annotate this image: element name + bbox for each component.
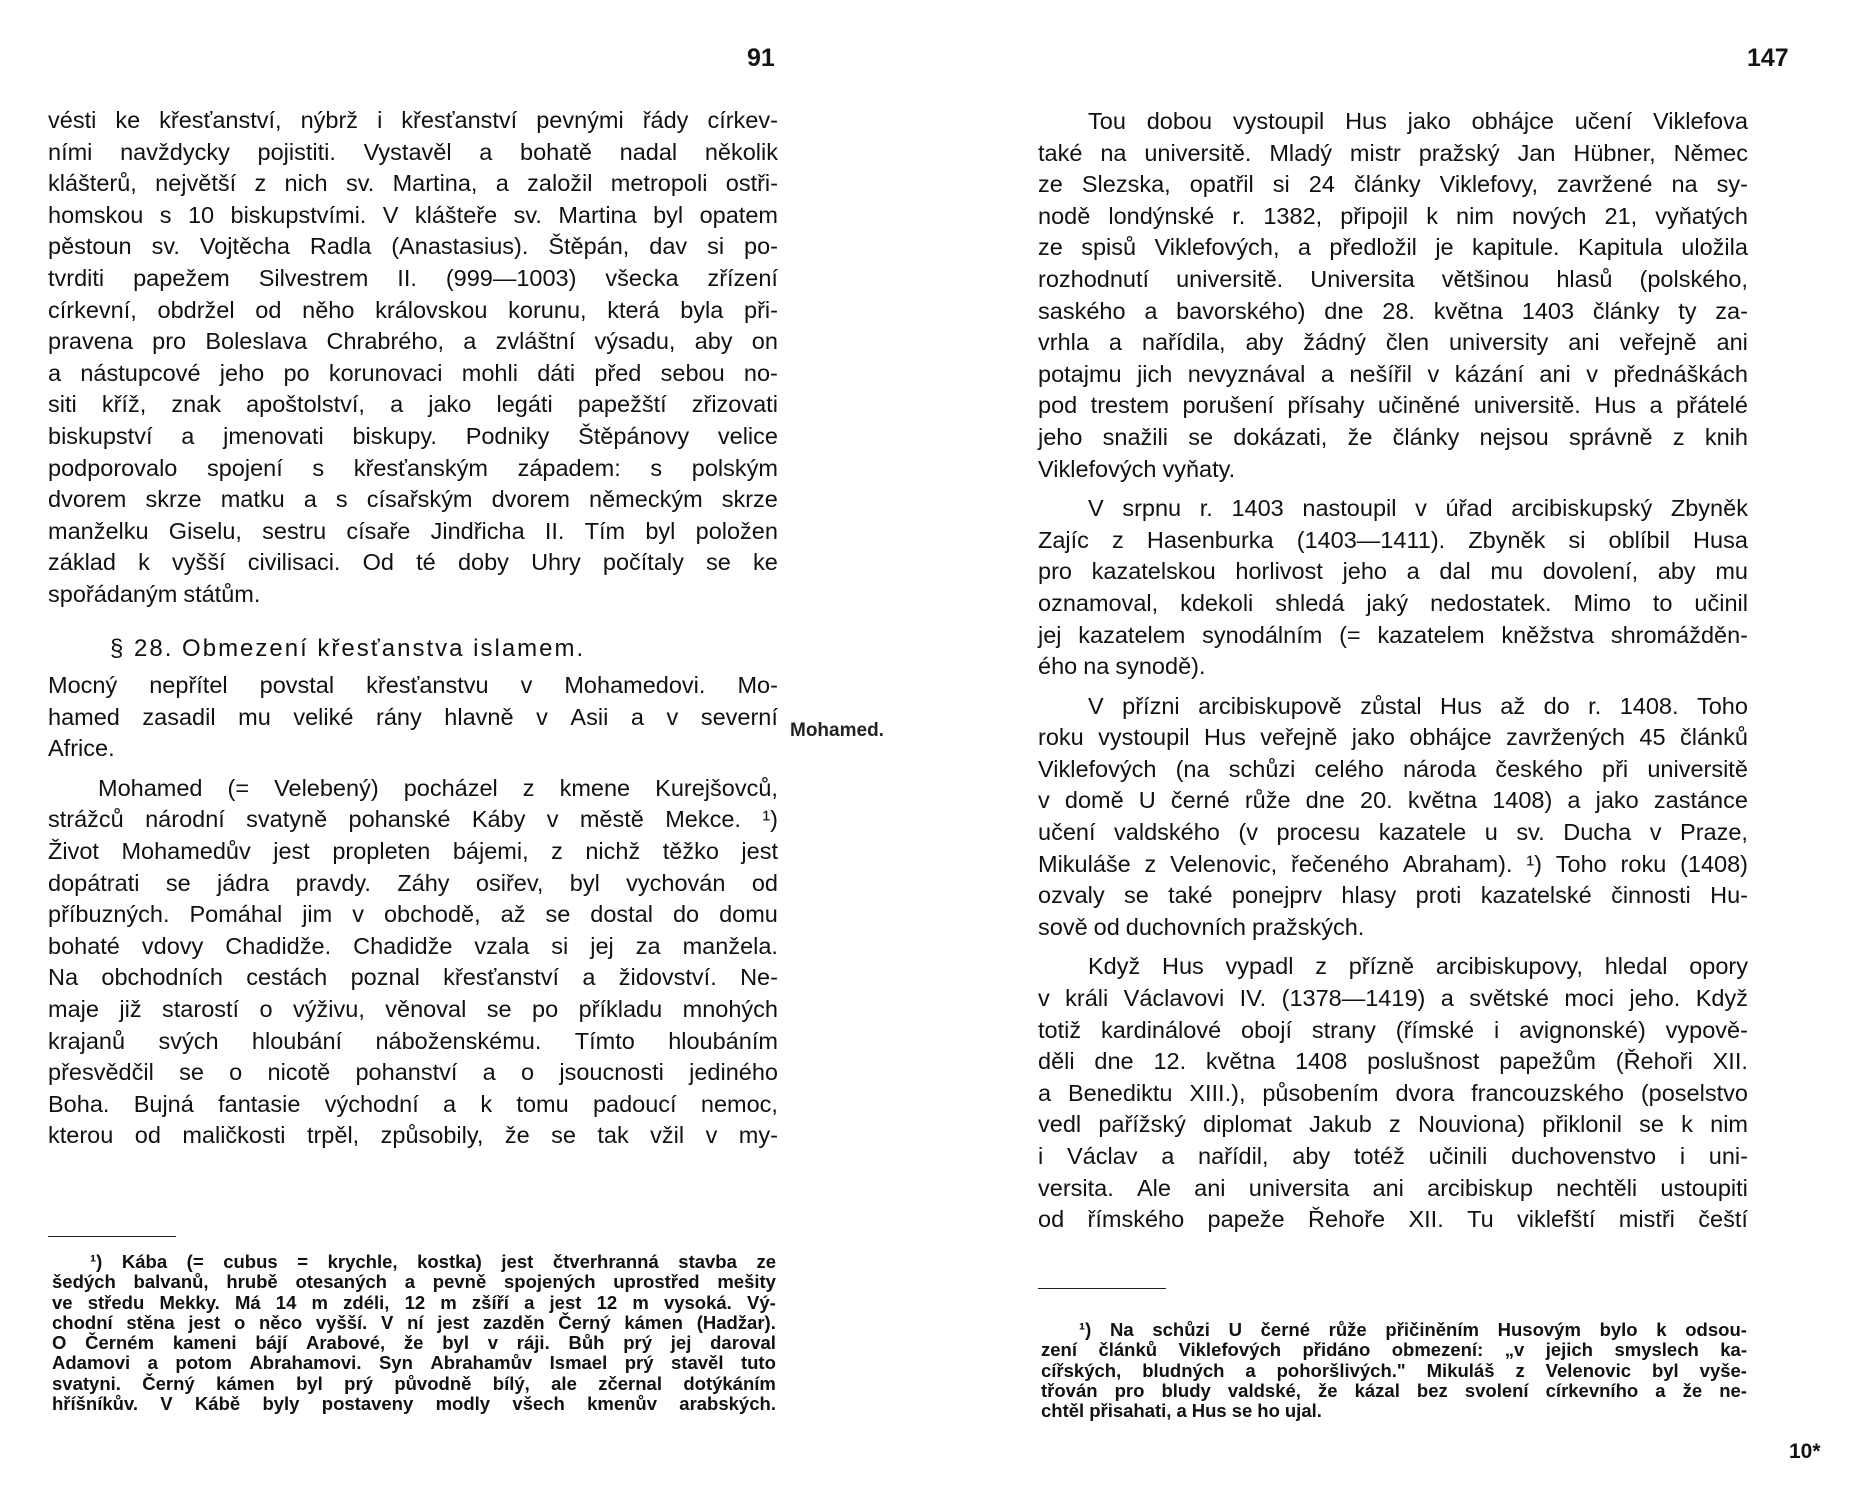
margin-note: Mohamed. [790,720,884,741]
text-line: církevní, obdržel od něho královskou korunu, která byla při- [48,296,778,323]
footnote-line: O Černém kameni bájí Arabové, že byl v ráji. Bůh prý jej daroval [52,1332,776,1354]
paragraph [1038,951,1748,1235]
text-line: pod trestem porušení přísahy učiněné universitě. Hus a přátelé [1038,392,1748,419]
text-line: a nástupcové jeho po korunovaci mohli dáti před sebou no- [48,359,778,386]
main-text [1038,106,1748,1236]
text-line: nodě londýnské r. 1382, připojil k nim nových 21, vyňatých [1038,202,1748,229]
main-text [48,105,778,1152]
text-line: roku vystoupil Hus veřejně jako obhájce zavržených 45 článků [1038,724,1748,751]
text-line: oznamoval, kdekoli shledá jaký nedostatek. Mimo to učinil [1038,589,1748,616]
right-page [931,0,1862,1500]
text-line: ními navždycky pojistiti. Vystavěl a bohatě nadal několik [48,138,778,165]
text-line: potajmu jich nevyznával a nešířil v kázání ani v přednáškách [1038,360,1748,387]
text-line: manželku Giselu, sestru císaře Jindřicha II. Tím byl položen [48,517,778,544]
text-line: příbuzných. Pomáhal jim v obchodě, až se dostal do domu [48,901,778,928]
text-line: ého na synodě). [1038,653,1206,680]
text-line: a Benediktu XIII.), působením dvora francouzského (poselstvo [1038,1079,1748,1106]
text-line: versita. Ale ani universita ani arcibiskup nechtěli ustoupiti [1038,1174,1748,1201]
text-line: biskupství a jmenovati biskupy. Podniky Štěpánovy velice [48,422,778,449]
footnote-line: cířských, bludných a pohoršlivých." Mikuláš z Velenovic byl vyše- [1041,1359,1747,1381]
text-line: podporovalo spojení s křesťanským západem: s polským [48,454,778,481]
footnote-divider [1038,1288,1166,1289]
text-line: od římského papeže Řehoře XII. Tu viklefští mistři čeští [1038,1206,1748,1233]
text-line: dopátrati se jádra pravdy. Záhy osiřev, byl vychován od [48,869,778,896]
footnote-line: chodní stěna jest o něco vyšší. V ní jest zazděn Černý kámen (Hadžar). [52,1311,776,1333]
footnote-line: ¹) Na schůzi U černé růže přičiněním Husovým bylo k odsou- [1079,1319,1747,1340]
page-number: 91 [747,44,775,72]
paragraph [48,105,778,611]
text-line: základ k vyšší civilisaci. Od té doby Uhry počítaly se ke [48,549,778,576]
text-line: vésti ke křesťanství, nýbrž i křesťanství pevnými řády církev- [48,107,778,133]
text-line: spořádaným státům. [48,580,261,607]
text-line: Když Hus vypadl z přízně arcibiskupovy, hledal opory [1088,953,1748,980]
text-line: maje již starostí o výživu, věnoval se po příkladu mnohých [48,996,778,1023]
text-line: Boha. Bujná fantasie východní a k tomu padoucí nemoc, [48,1090,778,1117]
text-line: rozhodnutí universitě. Universita většinou hlasů (polského, [1038,265,1748,292]
text-line: děli dne 12. května 1408 poslušnost papežům (Řehoři XII. [1038,1048,1748,1075]
footnote-line: ¹) Kába (= cubus = krychle, kostka) jest čtverhranná stavba ze [90,1251,776,1272]
section-heading: § 28. Obmezení křesťanstva islamem. [110,634,586,662]
footnote [52,1252,776,1414]
text-line: ozvaly se také ponejprv hlasy proti kazatelské činnosti Hu- [1038,882,1748,909]
text-line: bohaté vdovy Chadidže. Chadidže vzala si jej za manžela. [48,932,778,959]
text-line: Zajíc z Hasenburka (1403—1411). Zbyněk si oblíbil Husa [1038,526,1748,553]
signature-mark: 10* [1789,1440,1821,1463]
footnote-divider [48,1236,176,1237]
footnote-line: svatyni. Černý kámen byl prý původně bílý, ale zčernal dotýkáním [52,1372,776,1394]
text-line: vrhla a nařídila, aby žádný člen university ani veřejně ani [1038,329,1748,356]
text-line: sově od duchovních pražských. [1038,913,1365,940]
text-line: Mocný nepřítel povstal křesťanstvu v Mohamedovi. Mo- [48,672,778,699]
text-line: také na universitě. Mladý mistr pražský Jan Hübner, Němec [1038,139,1748,166]
footnote [1041,1320,1747,1421]
text-line: klášterů, největší z nich sv. Martina, a založil metropoli ostři- [48,170,778,197]
footnote-line: Adamovi a potom Abrahamovi. Syn Abrahamův Ismael prý stavěl tuto [52,1352,776,1374]
text-line: jeho snažili se dokázati, že články nejsou správně z knih [1038,423,1748,450]
paragraph [1038,106,1748,485]
text-line: siti kříž, znak apoštolství, a jako legáti papežští zřizovati [48,391,778,418]
text-line: pěstoun sv. Vojtěcha Radla (Anastasius). Štěpán, dav si po- [48,233,778,260]
text-line: Viklefových (na schůzi celého národa českého při universitě [1038,755,1748,782]
text-line: jej kazatelem synodálním (= kazatelem kněžstva shromážděn- [1038,621,1748,648]
footnote-line: šedých balvanů, hrubě otesaných a pevně spojených uprostřed mešity [52,1271,776,1293]
text-line: vedl pařížský diplomat Jakub z Nouviona) přiklonil se k nim [1038,1111,1748,1138]
text-line: i Václav a nařídil, aby totéž učinili duchovenstvo i uni- [1038,1143,1748,1169]
text-line: Tou dobou vystoupil Hus jako obhájce učení Viklefova [1088,108,1748,134]
footnote-line: chtěl přisahati, a Hus se ho ujal. [1041,1400,1322,1422]
paragraph [48,773,778,1152]
text-line: v králi Václavovi IV. (1378—1419) a světské moci jeho. Když [1038,985,1748,1012]
text-line: hamed zasadil mu veliké rány hlavně v Asii a v severní [48,703,778,730]
text-line: krajanů svých hloubání náboženskému. Tímto hloubáním [48,1027,778,1054]
text-line: ze Slezska, opatřil si 24 články Viklefovy, zavržené na sy- [1038,171,1748,198]
text-line: kterou od maličkosti trpěl, způsobily, že se tak vžil v my- [48,1122,778,1149]
footnote-line: třován pro bludy valdské, že kázal bez svolení církevního a že ne- [1041,1379,1747,1401]
paragraph [48,670,778,765]
text-line: Mohamed (= Velebený) pocházel z kmene Kurejšovců, [98,774,778,801]
paragraph [1038,691,1748,944]
text-line: Viklefových vyňaty. [1038,455,1236,482]
text-line: V přízni arcibiskupově zůstal Hus až do r. 1408. Toho [1088,692,1748,719]
text-line: v domě U černé růže dne 20. května 1408) a jako zastánce [1038,787,1748,814]
text-line: dvorem skrze matku a s císařským dvorem německým skrze [48,486,778,513]
text-line: saského a bavorského) dne 28. května 1403 články ty za- [1038,297,1748,324]
text-line: Africe. [48,735,115,762]
text-line: totiž kardinálové obojí strany (římské i avignonské) vypově- [1038,1016,1748,1043]
text-line: pravena pro Boleslava Chrabrého, a zvláštní výsadu, aby on [48,328,778,355]
text-line: přesvědčil se o nicotě pohanství a o jsoucnosti jediného [48,1059,778,1086]
text-line: strážců národní svatyně pohanské Káby v městě Mekce. ¹) [48,806,778,833]
text-line: Mikuláše z Velenovic, řečeného Abraham). ¹) Toho roku (1408) [1038,850,1748,877]
text-line: V srpnu r. 1403 nastoupil v úřad arcibiskupský Zbyněk [1088,495,1748,522]
footnote-line: ve středu Mekky. Má 14 m zdéli, 12 m zšíří a jest 12 m vysoká. Vý- [52,1291,776,1313]
text-line: homskou s 10 biskupstvími. V klášteře sv. Martina byl opatem [48,201,778,228]
text-line: tvrditi papežem Silvestrem II. (999—1003) všecka zřízení [48,264,778,291]
paragraph [1038,493,1748,683]
text-line: Život Mohamedův jest propleten bájemi, z nichž těžko jest [48,838,778,865]
text-line: pro kazatelskou horlivost jeho a dal mu dovolení, aby mu [1038,558,1748,585]
page-number: 147 [1747,44,1789,72]
footnote-line: zení článků Viklefových přidáno obmezení: „v jejich smyslech ka- [1041,1339,1747,1361]
text-line: Na obchodních cestách poznal křesťanství a židovství. Ne- [48,964,778,991]
footnote-line: hříšníkův. V Kábě byly postaveny modly všech kmenův arabských. [52,1393,776,1415]
text-line: ze spisů Viklefových, a předložil je kapitule. Kapitula uložila [1038,234,1748,261]
text-line: učení valdského (v procesu kazatele u sv. Ducha v Praze, [1038,819,1748,846]
